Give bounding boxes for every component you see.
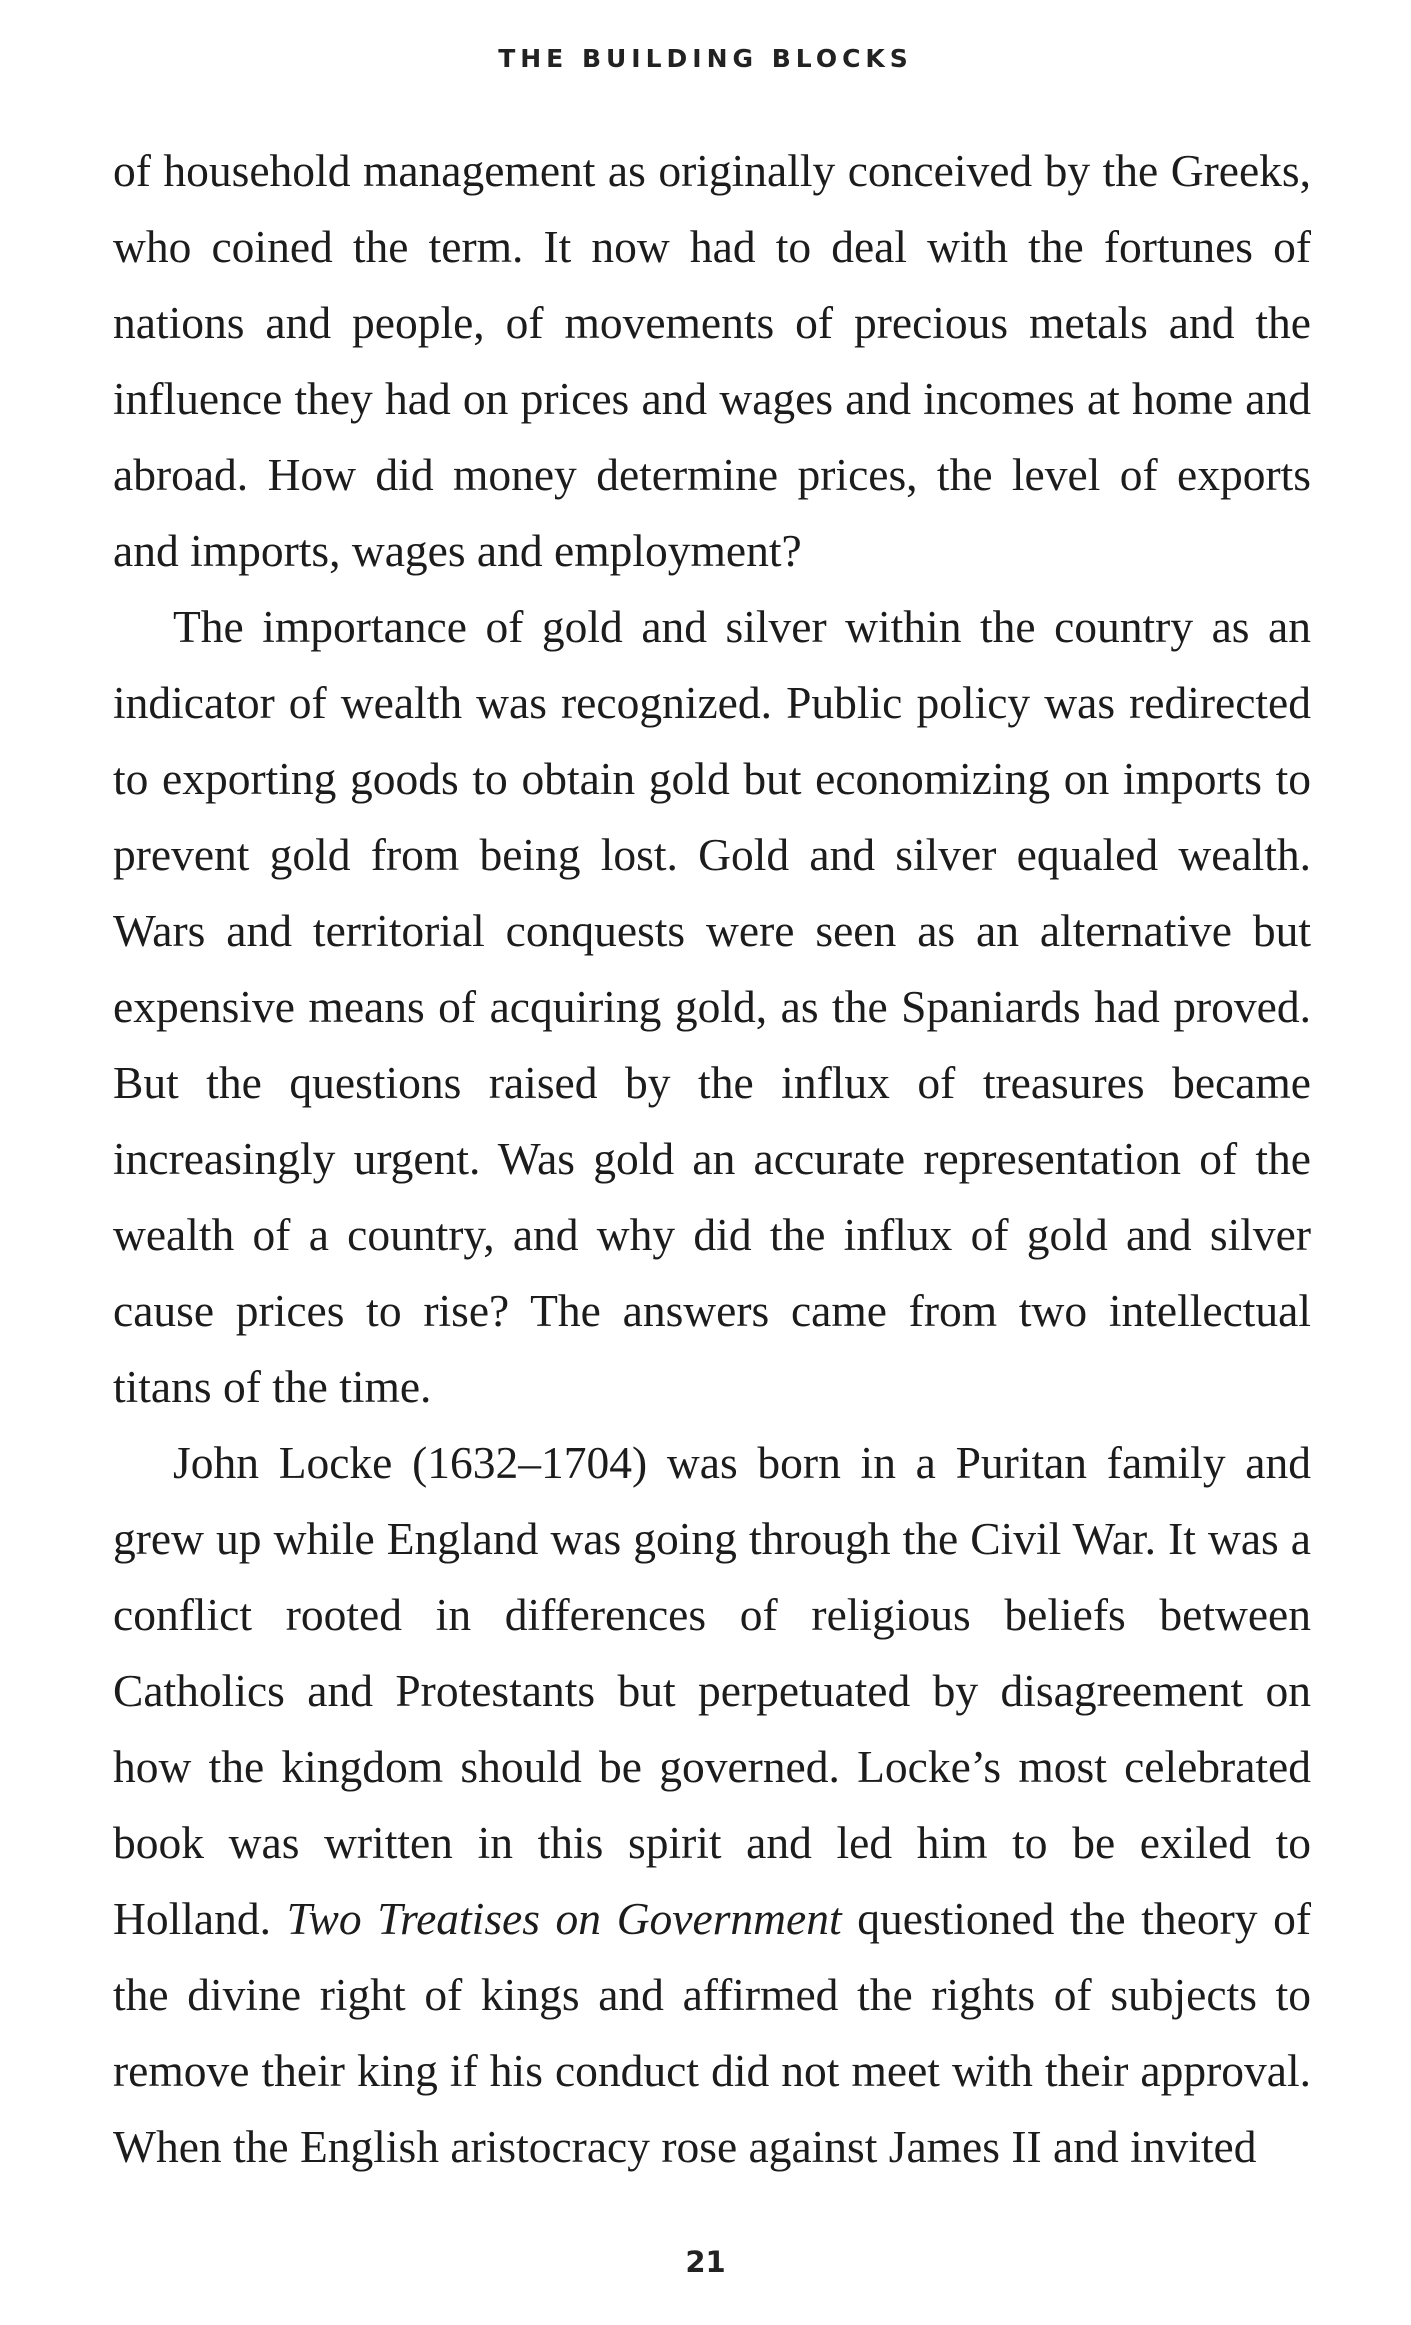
paragraph-3-text-end: questioned the theory of the divine right of kings and affirmed the rights of subjects to remove their king if his conduct did not meet with their approval. When the English aristocracy rose against James II and invited (113, 1893, 1312, 2172)
paragraph-3 (113, 1425, 1311, 2185)
body-text (113, 133, 1311, 2185)
paragraph-3-text-start: John Locke (1632–1704) was born in a Puritan family and grew up while England was going through the Civil War. It was a conflict rooted in differences of religious beliefs between Catholics and Protestants but perpetuated by disagreement on how the kingdom should be governed. Locke’s most celebrated book was written in this spirit and led him to be exiled to Holland. (113, 1437, 1311, 1944)
paragraph-1: of household management as originally conceived by the Greeks, who coined the term. It now had to deal with the fortunes of nations and people, of movements of precious metals and the influence they had on prices and wages and incomes at home and abroad. How did money determine prices, the level of exports and imports, wages and employment? (113, 145, 1311, 576)
page-number: 21 (685, 2245, 726, 2279)
book-title-two-treatises: Two Treatises on Government (286, 1893, 842, 1944)
running-head: THE BUILDING BLOCKS (498, 44, 913, 73)
paragraph-2: The importance of gold and silver within the country as an indicator of wealth was recognized. Public policy was redirected to exporting goods to obtain gold but economizing on imports to prevent gold from being lost. Gold and silver equaled wealth. Wars and territorial conquests were seen as an alternative but expensive means of acquiring gold, as the Spaniards had proved. But the questions raised by the influx of treasures became increasingly urgent. Was gold an accurate representation of the wealth of a country, and why did the influx of gold and silver cause prices to rise? The answers came from two intellectual titans of the time. (113, 601, 1311, 1412)
